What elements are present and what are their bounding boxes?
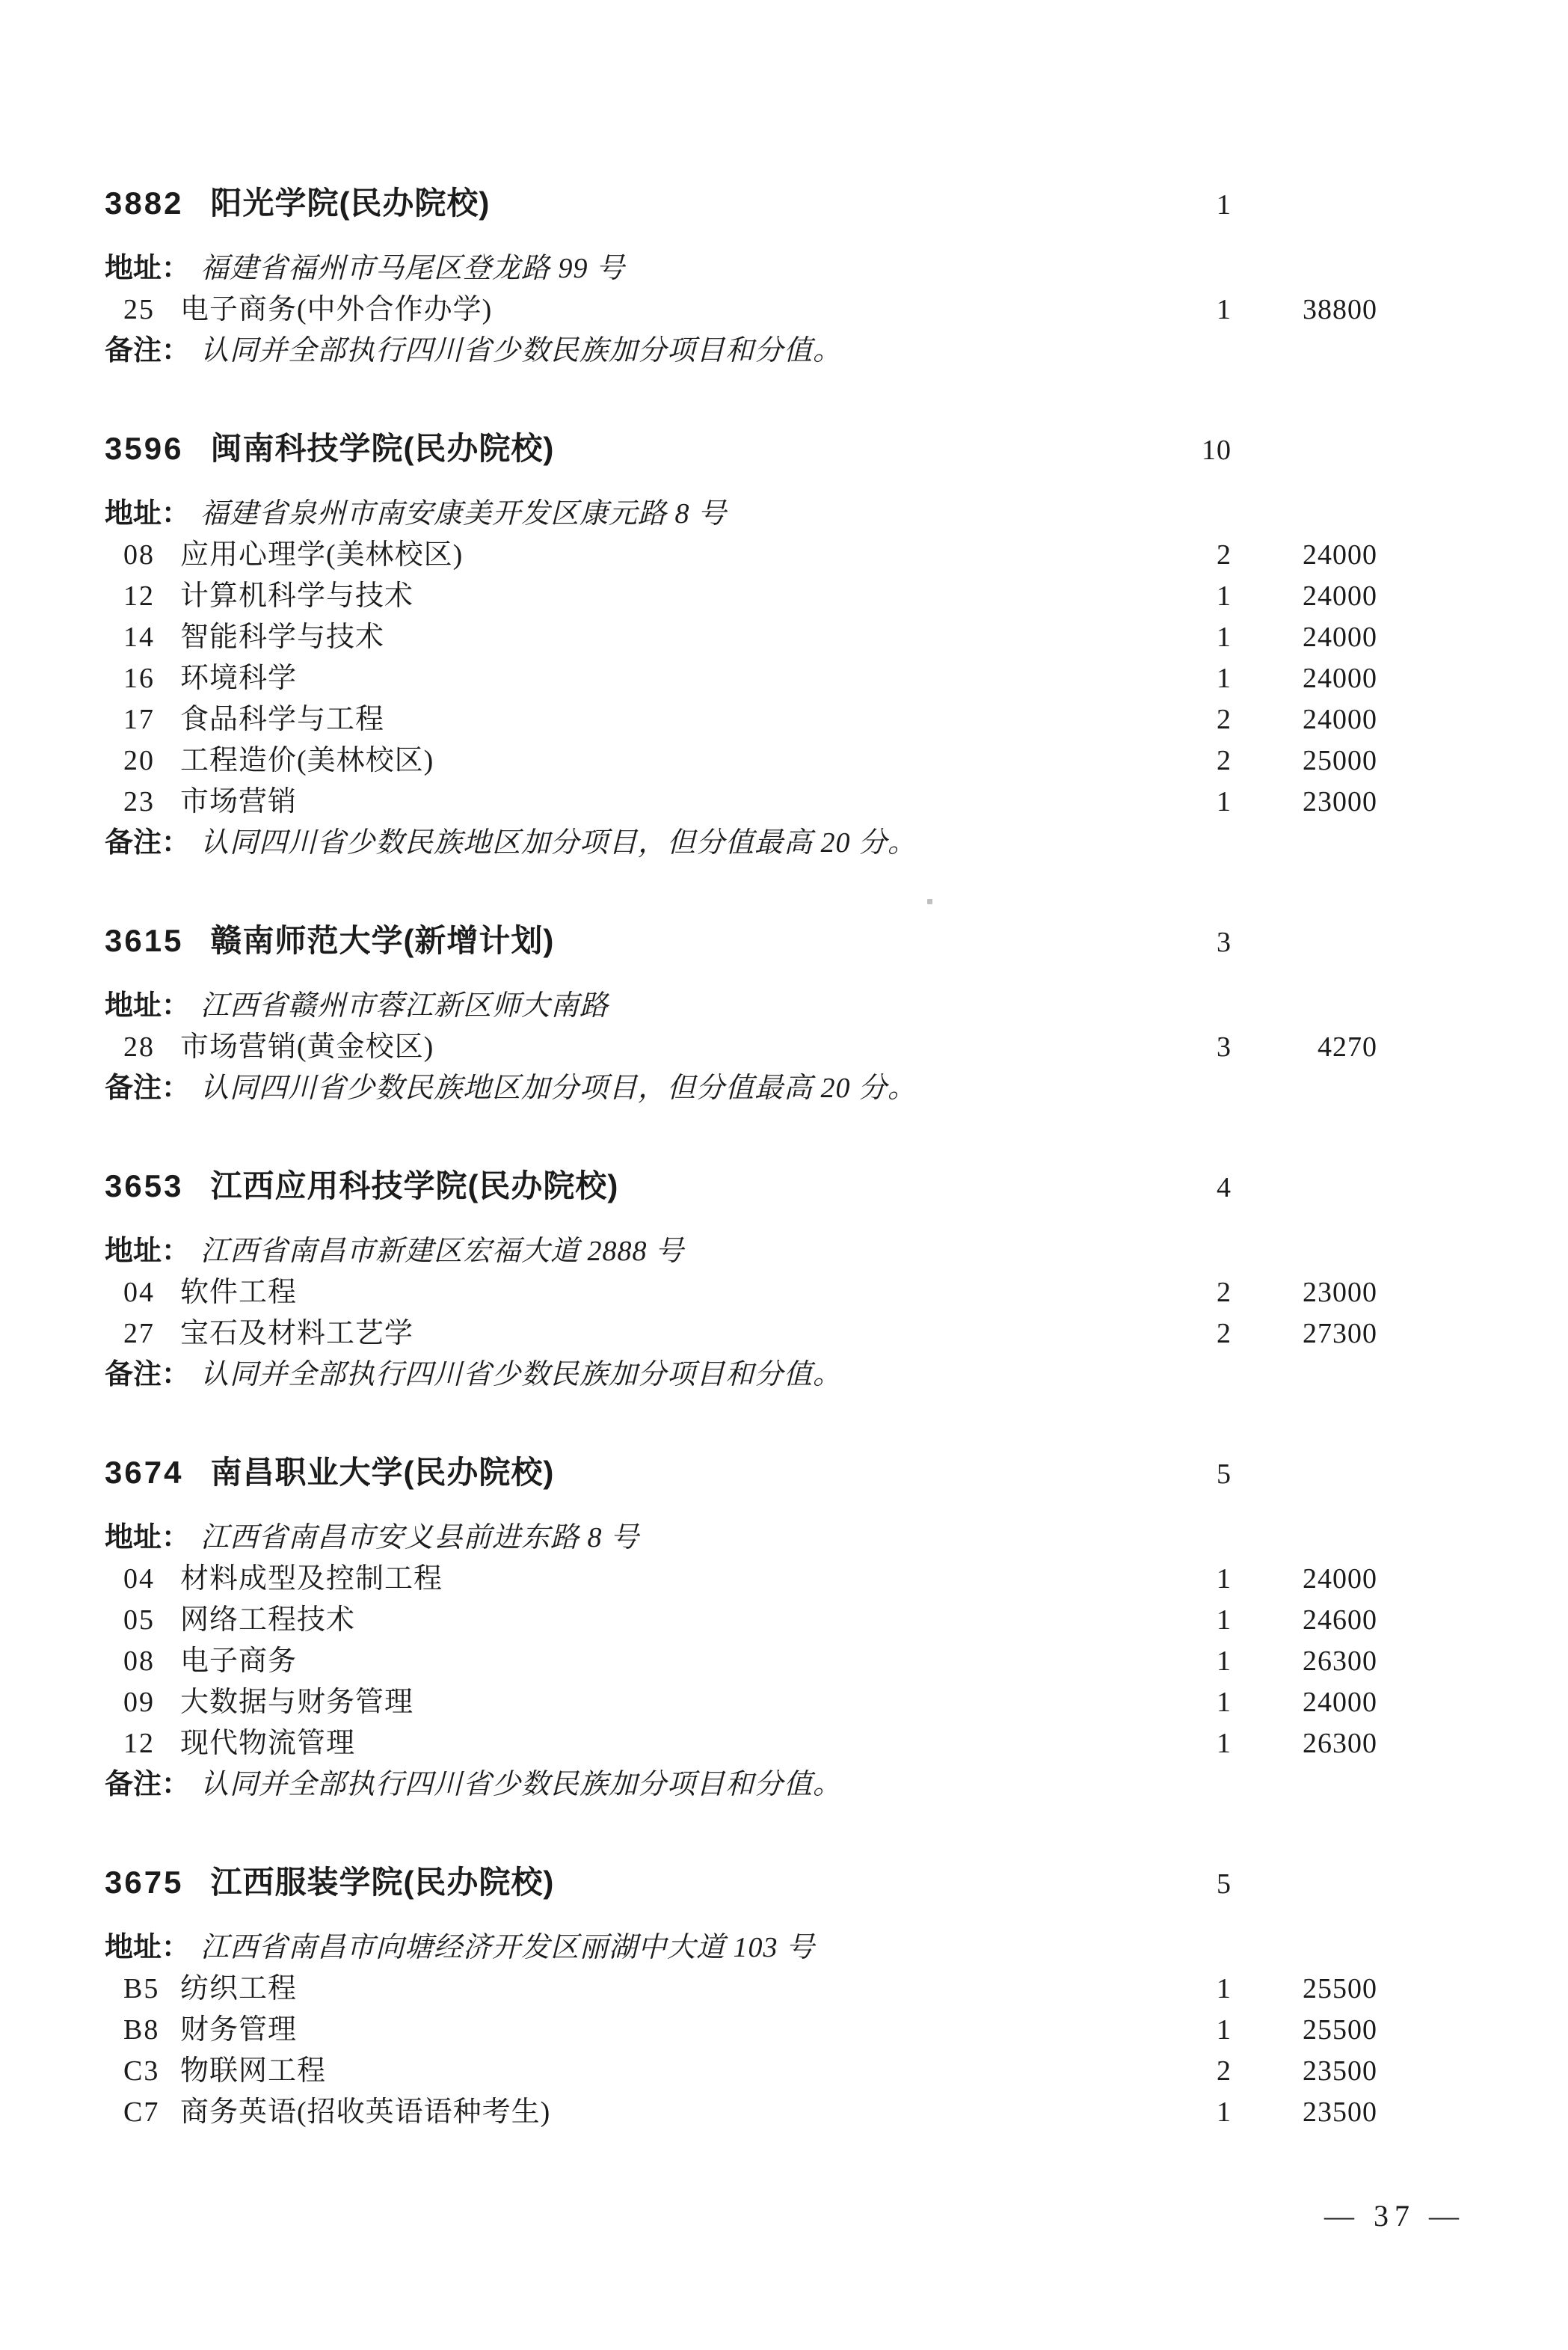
major-name: 财务管理 (180, 2014, 298, 2046)
school-block-3674 (105, 1452, 1377, 1806)
major-row (105, 1027, 1377, 1068)
school-name: 江西应用科技学院(民办院校) (210, 1168, 619, 1203)
major-row (105, 699, 1377, 740)
major-fee: 24000 (1303, 539, 1377, 571)
school-name: 闽南科技学院(民办院校) (210, 431, 555, 466)
major-name: 软件工程 (180, 1277, 298, 1308)
major-fee: 24000 (1303, 663, 1377, 694)
major-code: 05 (123, 1604, 155, 1636)
major-name: 环境科学 (180, 663, 298, 694)
major-fee: 24000 (1303, 1563, 1377, 1595)
school-block-3653 (105, 1165, 1377, 1396)
major-name: 现代物流管理 (180, 1728, 356, 1759)
school-code: 3675 (105, 1865, 184, 1900)
major-name: 电子商务(中外合作办学) (180, 294, 493, 325)
address-text: 江西省南昌市安义县前进东路 8 号 (200, 1522, 640, 1553)
note-text: 认同并全部执行四川省少数民族加分项目和分值。 (200, 1769, 843, 1800)
school-code: 3882 (105, 185, 184, 221)
address-label: 地址： (105, 990, 191, 1022)
school-code: 3674 (105, 1455, 184, 1490)
major-code: 04 (123, 1563, 155, 1595)
major-count: 1 (1217, 1604, 1232, 1636)
major-row (105, 658, 1377, 699)
major-name: 网络工程技术 (180, 1604, 356, 1636)
major-fee: 27300 (1303, 1318, 1377, 1349)
major-count: 1 (1217, 1973, 1232, 2004)
address-row (105, 986, 1377, 1027)
note-text: 认同并全部执行四川省少数民族加分项目和分值。 (200, 1359, 843, 1390)
major-count: 1 (1217, 1563, 1232, 1595)
note-label: 备注： (105, 1769, 191, 1800)
major-name: 食品科学与工程 (180, 704, 385, 735)
major-code: 12 (123, 1728, 155, 1759)
major-fee: 25500 (1303, 2014, 1377, 2046)
major-count: 1 (1217, 1687, 1232, 1718)
address-label: 地址： (105, 1522, 191, 1553)
school-header (105, 1862, 1377, 1905)
major-code: C7 (123, 2096, 160, 2128)
major-fee: 38800 (1303, 294, 1377, 325)
major-row (105, 289, 1377, 331)
address-label: 地址： (105, 498, 191, 530)
page-content (105, 182, 1377, 2189)
major-name: 宝石及材料工艺学 (180, 1318, 414, 1349)
address-row (105, 248, 1377, 289)
school-total-count: 5 (1217, 1868, 1232, 1900)
major-name: 市场营销(黄金校区) (180, 1031, 434, 1063)
major-count: 1 (1217, 622, 1232, 653)
school-header (105, 1165, 1377, 1209)
major-row (105, 535, 1377, 576)
school-header (105, 428, 1377, 471)
address-label: 地址： (105, 253, 191, 284)
address-label: 地址： (105, 1236, 191, 1267)
major-row (105, 1559, 1377, 1600)
major-code: 28 (123, 1031, 155, 1063)
note-label: 备注： (105, 335, 191, 366)
school-code: 3596 (105, 431, 184, 466)
major-count: 1 (1217, 580, 1232, 612)
major-code: 12 (123, 580, 155, 612)
school-header (105, 182, 1377, 226)
major-name: 商务英语(招收英语语种考生) (180, 2096, 551, 2128)
major-row (105, 1600, 1377, 1641)
page-number: — 37 — (1324, 2199, 1465, 2233)
major-count: 1 (1217, 1645, 1232, 1677)
major-code: 14 (123, 622, 155, 653)
address-row (105, 1231, 1377, 1272)
major-row (105, 2051, 1377, 2092)
school-total-count: 4 (1217, 1172, 1232, 1203)
major-row (105, 576, 1377, 617)
major-fee: 24000 (1303, 580, 1377, 612)
major-code: C3 (123, 2055, 160, 2087)
major-row (105, 1969, 1377, 2010)
address-row (105, 1518, 1377, 1559)
major-name: 智能科学与技术 (180, 622, 385, 653)
major-name: 计算机科学与技术 (180, 580, 414, 612)
note-label: 备注： (105, 1359, 191, 1390)
major-name: 材料成型及控制工程 (180, 1563, 443, 1595)
note-row (105, 331, 1377, 372)
address-text: 福建省福州市马尾区登龙路 99 号 (200, 253, 626, 284)
major-count: 2 (1217, 1277, 1232, 1308)
major-name: 大数据与财务管理 (180, 1687, 414, 1718)
major-fee: 26300 (1303, 1645, 1377, 1677)
major-row (105, 1313, 1377, 1355)
major-row (105, 2010, 1377, 2051)
major-code: 09 (123, 1687, 155, 1718)
major-row (105, 1682, 1377, 1723)
school-total-count: 10 (1202, 435, 1232, 466)
major-name: 物联网工程 (180, 2055, 327, 2087)
major-fee: 23000 (1303, 786, 1377, 817)
major-fee: 23500 (1303, 2055, 1377, 2087)
school-name: 阳光学院(民办院校) (210, 185, 491, 221)
major-fee: 25500 (1303, 1973, 1377, 2004)
address-row (105, 494, 1377, 535)
note-row (105, 1068, 1377, 1109)
major-fee: 26300 (1303, 1728, 1377, 1759)
school-total-count: 3 (1217, 927, 1232, 958)
major-name: 市场营销 (180, 786, 298, 817)
major-row (105, 2092, 1377, 2133)
note-text: 认同四川省少数民族地区加分项目，但分值最高 20 分。 (200, 1073, 917, 1104)
major-row (105, 1641, 1377, 1682)
major-code: 16 (123, 663, 155, 694)
address-text: 江西省赣州市蓉江新区师大南路 (200, 990, 609, 1022)
note-row (105, 1764, 1377, 1806)
school-name: 南昌职业大学(民办院校) (210, 1455, 555, 1490)
major-count: 1 (1217, 2096, 1232, 2128)
major-fee: 23000 (1303, 1277, 1377, 1308)
school-header (105, 1452, 1377, 1495)
major-code: B5 (123, 1973, 160, 2004)
school-name: 赣南师范大学(新增计划) (210, 923, 555, 958)
major-name: 纺织工程 (180, 1973, 298, 2004)
major-row (105, 617, 1377, 658)
school-block-3882 (105, 182, 1377, 372)
school-header (105, 920, 1377, 963)
major-row (105, 1723, 1377, 1764)
major-count: 2 (1217, 745, 1232, 776)
school-total-count: 1 (1217, 189, 1232, 221)
school-code: 3653 (105, 1168, 184, 1203)
major-count: 3 (1217, 1031, 1232, 1063)
school-block-3615 (105, 920, 1377, 1109)
school-name: 江西服装学院(民办院校) (210, 1865, 555, 1900)
address-row (105, 1927, 1377, 1969)
major-fee: 24000 (1303, 622, 1377, 653)
major-count: 1 (1217, 294, 1232, 325)
school-block-3596 (105, 428, 1377, 864)
major-fee: 4270 (1318, 1031, 1377, 1063)
major-code: B8 (123, 2014, 160, 2046)
major-row (105, 740, 1377, 782)
address-text: 福建省泉州市南安康美开发区康元路 8 号 (200, 498, 728, 530)
major-row (105, 1272, 1377, 1313)
school-total-count: 5 (1217, 1458, 1232, 1490)
major-fee: 24000 (1303, 1687, 1377, 1718)
major-code: 20 (123, 745, 155, 776)
major-count: 1 (1217, 663, 1232, 694)
note-row (105, 823, 1377, 864)
major-code: 25 (123, 294, 155, 325)
major-code: 04 (123, 1277, 155, 1308)
address-text: 江西省南昌市新建区宏福大道 2888 号 (200, 1236, 685, 1267)
major-fee: 24600 (1303, 1604, 1377, 1636)
major-fee: 25000 (1303, 745, 1377, 776)
note-label: 备注： (105, 1073, 191, 1104)
major-count: 2 (1217, 1318, 1232, 1349)
school-block-3675 (105, 1862, 1377, 2133)
major-name: 应用心理学(美林校区) (180, 539, 464, 571)
major-count: 2 (1217, 2055, 1232, 2087)
major-count: 1 (1217, 786, 1232, 817)
major-row (105, 782, 1377, 823)
address-label: 地址： (105, 1932, 191, 1963)
major-code: 08 (123, 539, 155, 571)
major-count: 1 (1217, 2014, 1232, 2046)
major-name: 电子商务 (180, 1645, 298, 1677)
note-text: 认同并全部执行四川省少数民族加分项目和分值。 (200, 335, 843, 366)
major-code: 27 (123, 1318, 155, 1349)
major-code: 08 (123, 1645, 155, 1677)
major-code: 17 (123, 704, 155, 735)
major-name: 工程造价(美林校区) (180, 745, 434, 776)
note-label: 备注： (105, 827, 191, 859)
major-code: 23 (123, 786, 155, 817)
major-fee: 24000 (1303, 704, 1377, 735)
address-text: 江西省南昌市向塘经济开发区丽湖中大道 103 号 (200, 1932, 816, 1963)
major-count: 1 (1217, 1728, 1232, 1759)
note-text: 认同四川省少数民族地区加分项目，但分值最高 20 分。 (200, 827, 917, 859)
scan-artifact-dot (927, 899, 932, 904)
school-code: 3615 (105, 923, 184, 958)
major-count: 2 (1217, 704, 1232, 735)
major-count: 2 (1217, 539, 1232, 571)
note-row (105, 1355, 1377, 1396)
major-fee: 23500 (1303, 2096, 1377, 2128)
